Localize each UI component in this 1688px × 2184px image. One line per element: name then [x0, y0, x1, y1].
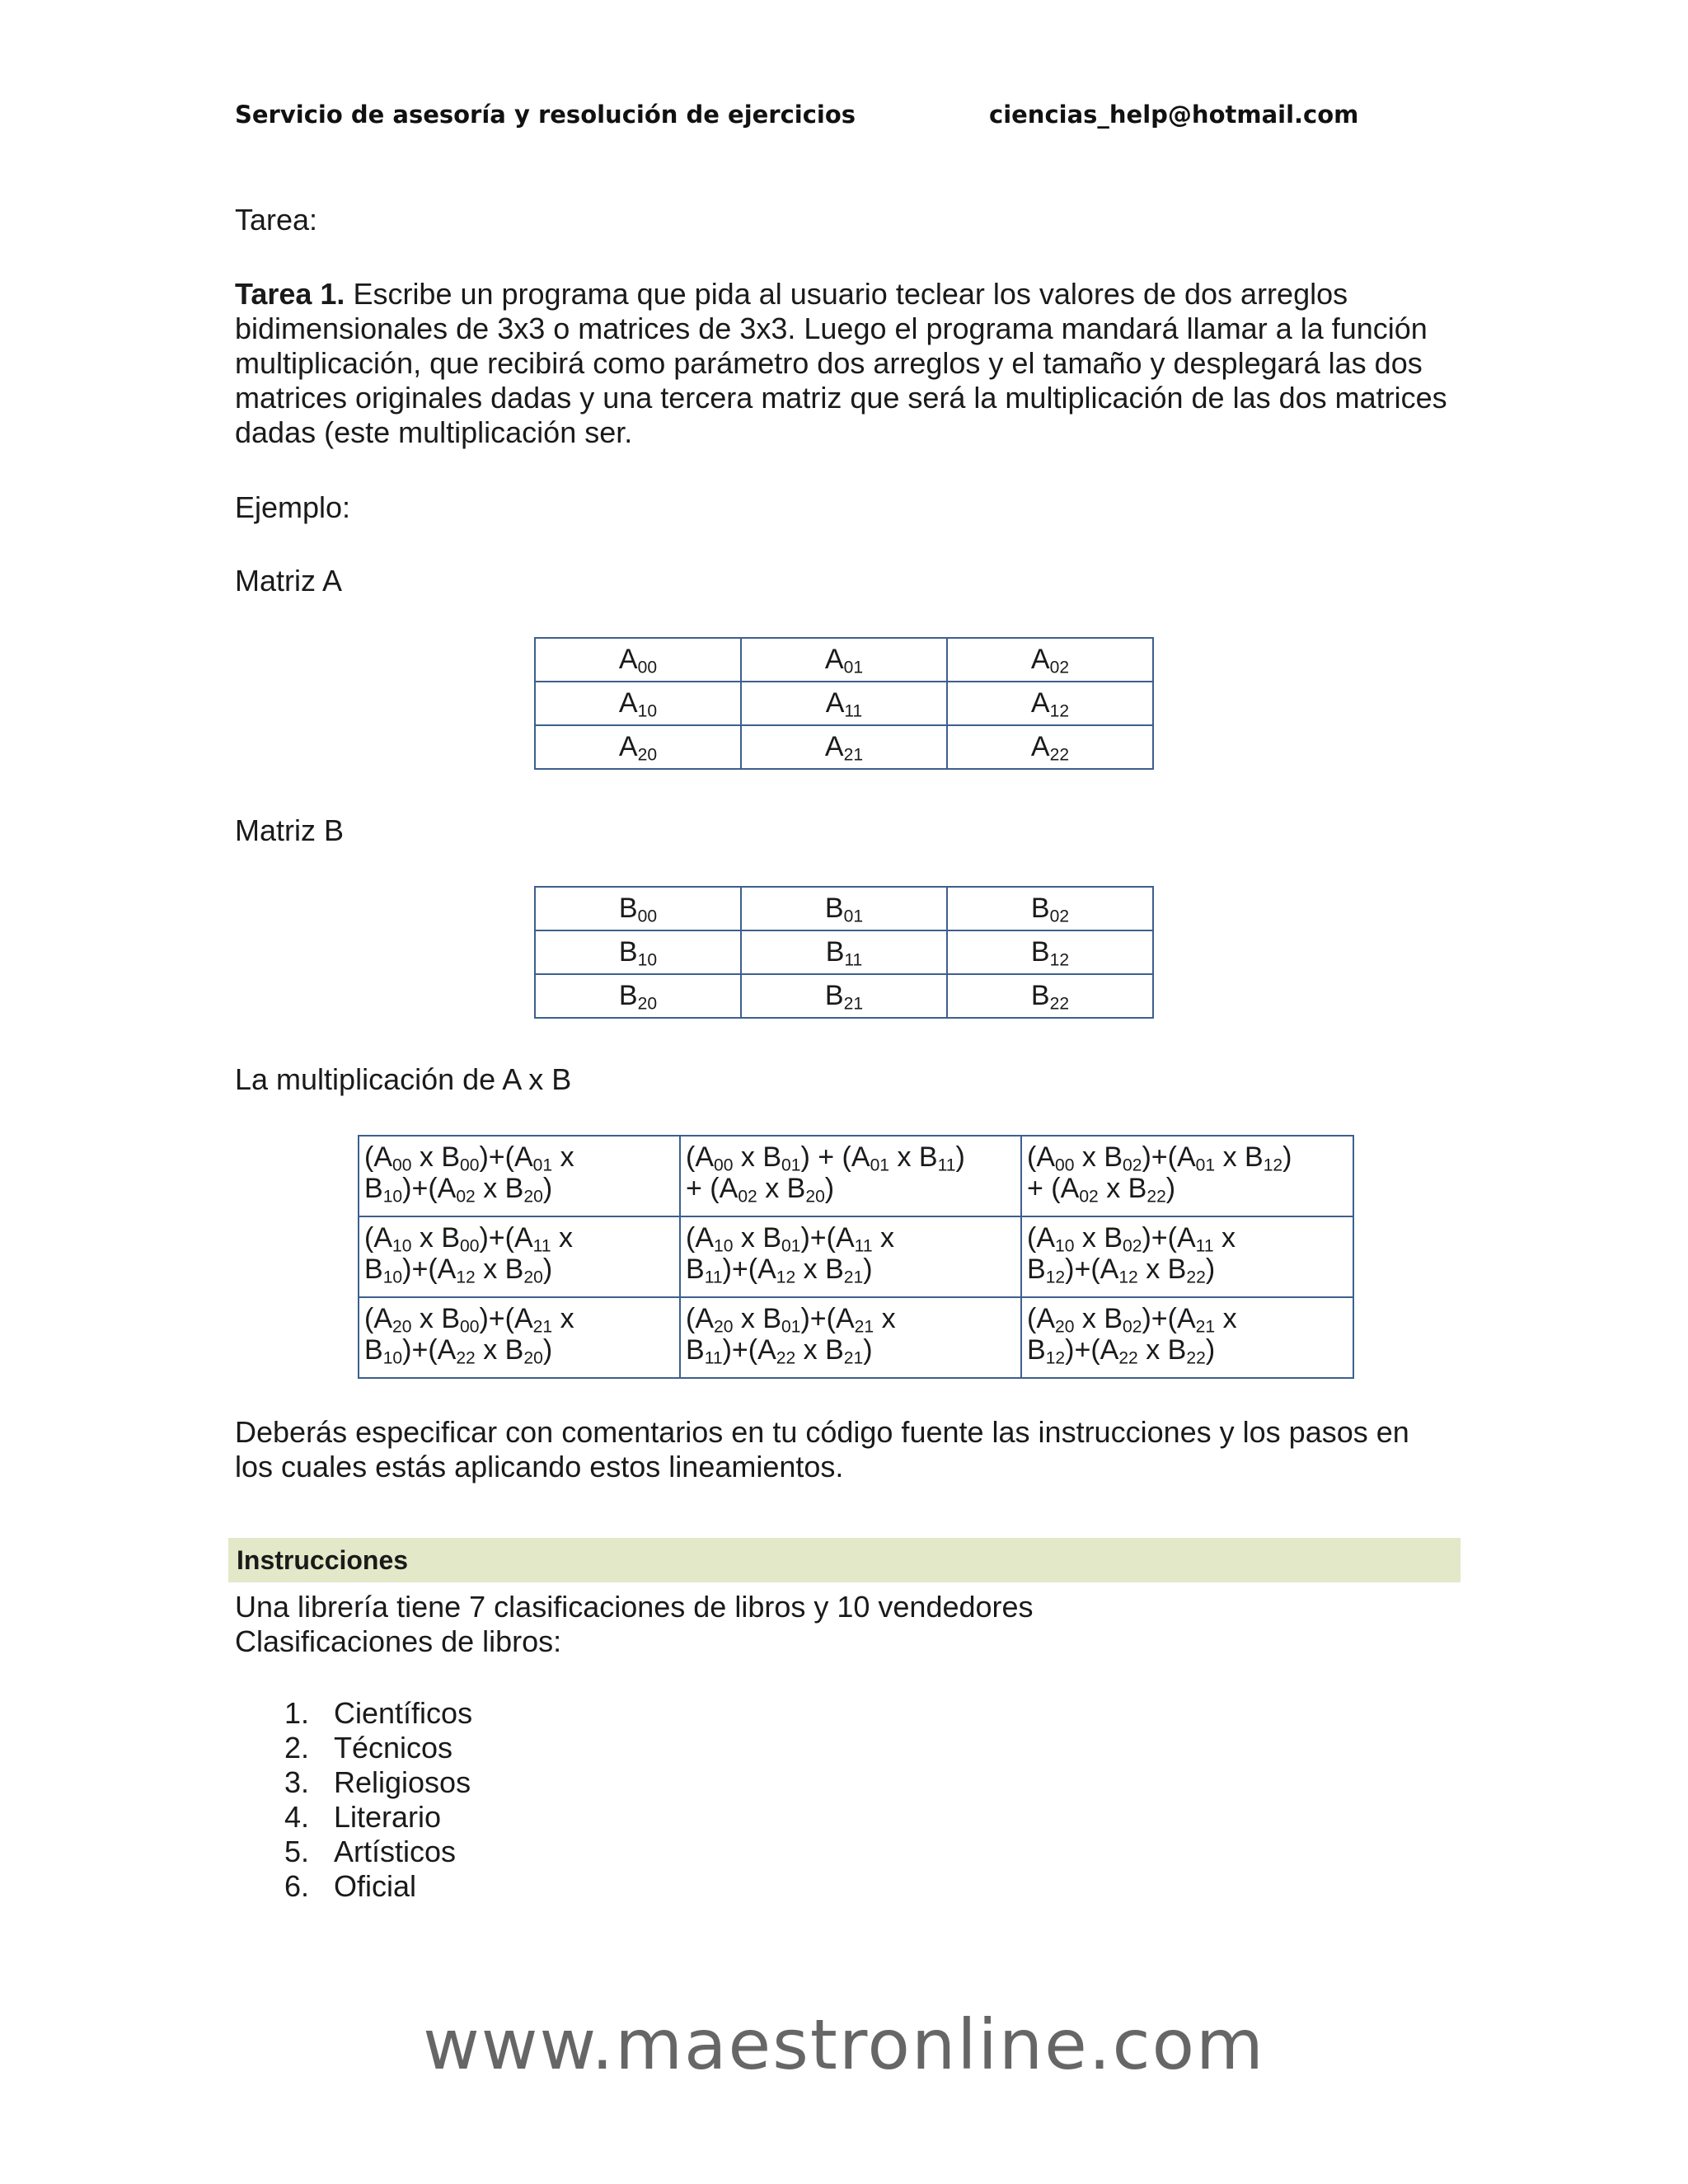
matrix-b-row	[535, 887, 1153, 930]
product-cell: ($A_{20}$ x $B_{01})+(A_{21}$ x $B_{11})+(A_{22}$ x $B_{21}$)	[680, 1297, 1021, 1378]
classification-item: 5. Artísticos	[284, 1835, 457, 1868]
task1-title: Tarea 1.	[235, 277, 345, 311]
matrix-b-row	[535, 930, 1153, 974]
product-row	[359, 1136, 1353, 1216]
matrix-b-table	[534, 886, 1154, 1019]
example-label: Ejemplo:	[235, 490, 351, 524]
product-table	[358, 1135, 1354, 1379]
matrix-b-label: Matriz B	[235, 813, 345, 847]
instructions-heading-bar	[228, 1538, 1461, 1582]
product-row	[359, 1216, 1353, 1297]
matrix-a-cell: $A_{10}$	[535, 682, 741, 725]
classification-item: 3. Religiosos	[284, 1765, 471, 1799]
product-cell: ($A_{10}$ x $B_{02})+(A_{11}$ x $B_{12})+(A_{12}$ x $B_{22}$)	[1021, 1216, 1353, 1297]
matrix-a-table	[534, 637, 1154, 770]
task1-body: Escribe un programa que pida al usuario teclear los valores de dos arreglos bidimensionales de 3x3 o matrices de 3x3. Luego el programa mandará llamar a la función multiplicación, que recibirá como parámetro dos arreglos y el tamaño y desplegará las dos matrices originales dadas y una tercera matriz que será la multiplicación de las dos matrices dadas (este multiplicación ser.	[235, 277, 1447, 449]
matrix-b-cell: $B_{21}$	[741, 974, 947, 1018]
product-cell: ($A_{10}$ x $B_{01})+(A_{11}$ x $B_{11})+(A_{12}$ x $B_{21}$)	[680, 1216, 1021, 1297]
matrix-a-cell: $A_{20}$	[535, 725, 741, 769]
matrix-a-cell: $A_{11}$	[741, 682, 947, 725]
matrix-a-cell: $A_{00}$	[535, 638, 741, 682]
classification-item: 2. Técnicos	[284, 1731, 453, 1765]
classification-item: 4. Literario	[284, 1800, 442, 1834]
instructions-line-1: Una librería tiene 7 clasificaciones de libros y 10 vendedores	[235, 1590, 1034, 1624]
matrix-b-cell: $B_{02}$	[947, 887, 1153, 930]
matrix-b-row	[535, 974, 1153, 1018]
matrix-b-cell: $B_{10}$	[535, 930, 741, 974]
matrix-a-row	[535, 682, 1153, 725]
matrix-b-cell: $B_{20}$	[535, 974, 741, 1018]
product-label: La multiplicación de A x B	[235, 1062, 572, 1096]
product-cell: ($A_{20}$ x $B_{02})+(A_{21}$ x $B_{12})+(A_{22}$ x $B_{22}$)	[1021, 1297, 1353, 1378]
header-email: ciencias_help@hotmail.com	[989, 101, 1359, 129]
product-cell: ($A_{10}$ x $B_{00})+(A_{11}$ x $B_{10})+(A_{12}$ x $B_{20}$)	[359, 1216, 680, 1297]
product-row	[359, 1297, 1353, 1378]
matrix-a-cell: $A_{01}$	[741, 638, 947, 682]
matrix-b-cell: $B_{12}$	[947, 930, 1153, 974]
product-cell: ($A_{00}$ x $B_{02})+(A_{01}$ x $B_{12}$) + ($A_{02}$ x $B_{22}$)	[1021, 1136, 1353, 1216]
matrix-b-cell: $B_{01}$	[741, 887, 947, 930]
product-cell: ($A_{20}$ x $B_{00})+(A_{21}$ x $B_{10})+(A_{22}$ x $B_{20}$)	[359, 1297, 680, 1378]
matrix-b-cell: $B_{22}$	[947, 974, 1153, 1018]
matrix-a-label: Matriz A	[235, 564, 343, 598]
matrix-a-cell: $A_{12}$	[947, 682, 1153, 725]
matrix-b-cell: $B_{11}$	[741, 930, 947, 974]
classification-item: 6. Oficial	[284, 1869, 417, 1903]
matrix-a-row	[535, 638, 1153, 682]
matrix-a-cell: $A_{21}$	[741, 725, 947, 769]
classification-item: 1. Científicos	[284, 1696, 473, 1730]
comment-line-2: los cuales estás aplicando estos lineamientos.	[235, 1450, 844, 1483]
matrix-a-row	[535, 725, 1153, 769]
instructions-heading: Instrucciones	[237, 1545, 409, 1575]
classification-list	[235, 1696, 472, 1904]
matrix-b-cell: $B_{00}$	[535, 887, 741, 930]
matrix-a-cell: $A_{02}$	[947, 638, 1153, 682]
instructions-line-2: Clasificaciones de libros:	[235, 1624, 562, 1658]
footer-website: www.maestronline.com	[423, 2004, 1265, 2085]
matrix-a-cell: $A_{22}$	[947, 725, 1153, 769]
comment-paragraph	[235, 1415, 1463, 1484]
product-cell: ($A_{00}$ x $B_{00})+(A_{01}$ x $B_{10})+(A_{02}$ x $B_{20}$)	[359, 1136, 680, 1216]
header-service-title: Servicio de asesoría y resolución de ejercicios	[235, 101, 856, 129]
product-cell: ($A_{00}$ x $B_{01}) + (A_{01}$ x $B_{11}$) + ($A_{02}$ x $B_{20}$)	[680, 1136, 1021, 1216]
task-label: Tarea:	[235, 203, 318, 237]
task1-paragraph	[235, 277, 1463, 450]
comment-line-1: Deberás especificar con comentarios en tu código fuente las instrucciones y los pasos en	[235, 1415, 1409, 1449]
